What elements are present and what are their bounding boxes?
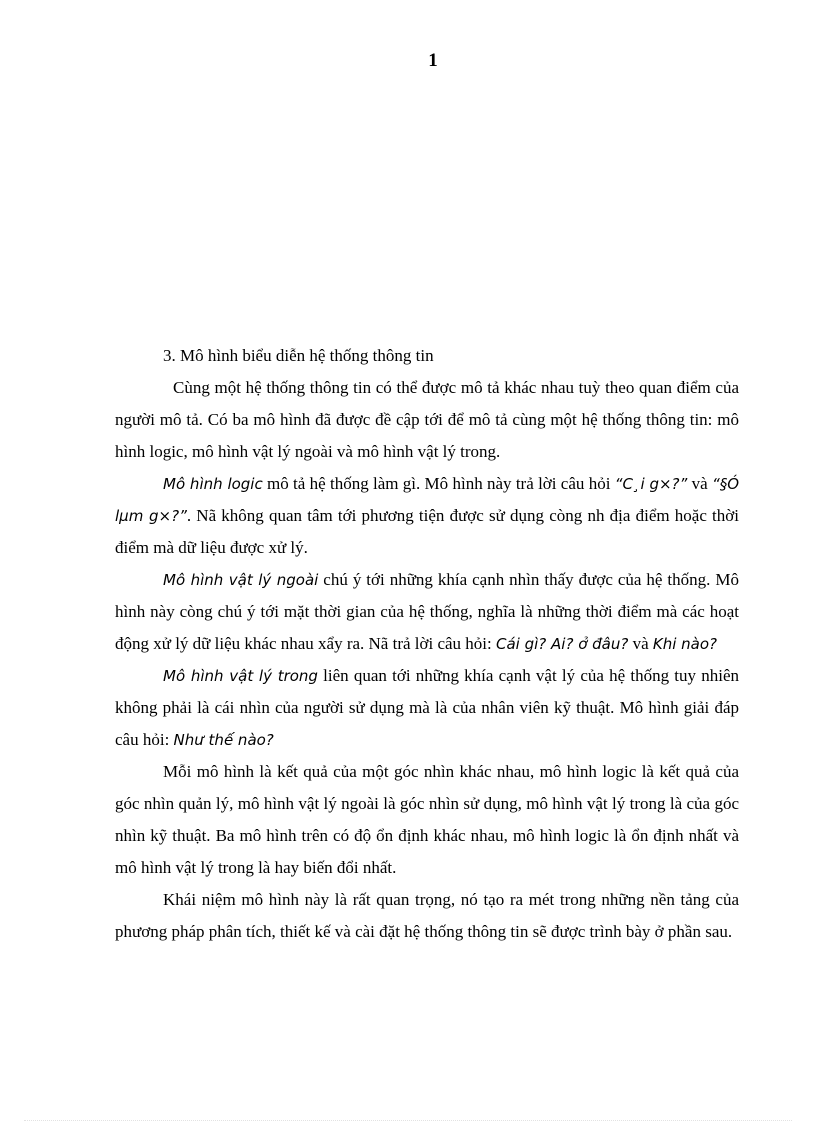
paragraph-logic-model <box>115 468 739 564</box>
paragraph-intro: Cùng một hệ thống thông tin có thể được mô tả khác nhau tuỳ theo quan điểm của người mô tả. Có ba mô hình đã được đề cập tới để mô tả cùng một hệ thống thông tin: mô hình logic, mô hình vật lý ngoài và mô hình vật lý trong. <box>115 378 739 461</box>
paragraph-external-physical-model <box>115 564 739 660</box>
text-segment: và <box>628 634 653 653</box>
page-number: 1 <box>428 50 438 71</box>
section-heading: 3. Mô hình biểu diễn hệ thống thông tin <box>163 346 434 365</box>
term-external-physical-model: Mô hình vật lý ngoài <box>163 571 319 589</box>
text-segment: mô tả hệ thống làm gì. Mô hình này trả lời câu hỏi <box>262 474 615 493</box>
term-logic-model: Mô hình logic <box>163 475 263 493</box>
paragraph-viewpoints: Mỗi mô hình là kết quả của một góc nhìn khác nhau, mô hình logic là kết quả của góc nhìn quản lý, mô hình vật lý ngoài là góc nhìn sử dụng, mô hình vật lý trong là của góc nhìn kỹ thuật. Ba mô hình trên có độ ổn định khác nhau, mô hình logic là ổn định nhất và mô hình vật lý trong là hay biến đổi nhất. <box>115 762 739 877</box>
term-internal-physical-model: Mô hình vật lý trong <box>163 667 318 685</box>
text-segment: chú ý tới những khía cạnh nhìn thấy được của hệ thống. Mô hình này còng chú ý tới mặt thời gian của hệ thống, nghĩa là những thời điểm mà các hoạt động xử lý dữ liệu khác nhau xẩy ra. Nã trả lời câu hỏi: <box>115 570 739 653</box>
question-when: Khi nào? <box>652 635 717 653</box>
document-body <box>115 340 739 948</box>
text-segment: và <box>687 474 712 493</box>
text-segment: . Nã không quan tâm tới phương tiện được sử dụng còng nh địa điểm hoặc thời điểm mà dữ liệu được xử lý. <box>115 506 739 557</box>
question-what-who-where: Cái gì? Ai? ở đâu? <box>496 635 629 653</box>
paragraph-internal-physical-model <box>115 660 739 756</box>
text-segment: liên quan tới những khía cạnh vật lý của hệ thống tuy nhiên không phải là cái nhìn của người sử dụng mà là của nhân viên kỹ thuật. Mô hình giải đáp câu hỏi: <box>115 666 739 749</box>
question-how: Như thế nào? <box>173 731 274 749</box>
page-bottom-rule <box>24 1120 792 1121</box>
question-what: “C¸i g×?” <box>614 475 688 493</box>
question-why: “§Ó lµm g×?” <box>115 475 740 525</box>
paragraph-conclusion: Khái niệm mô hình này là rất quan trọng, nó tạo ra mét trong những nền tảng của phương pháp phân tích, thiết kế và cài đặt hệ thống thông tin sẽ được trình bày ở phần sau. <box>115 890 739 941</box>
